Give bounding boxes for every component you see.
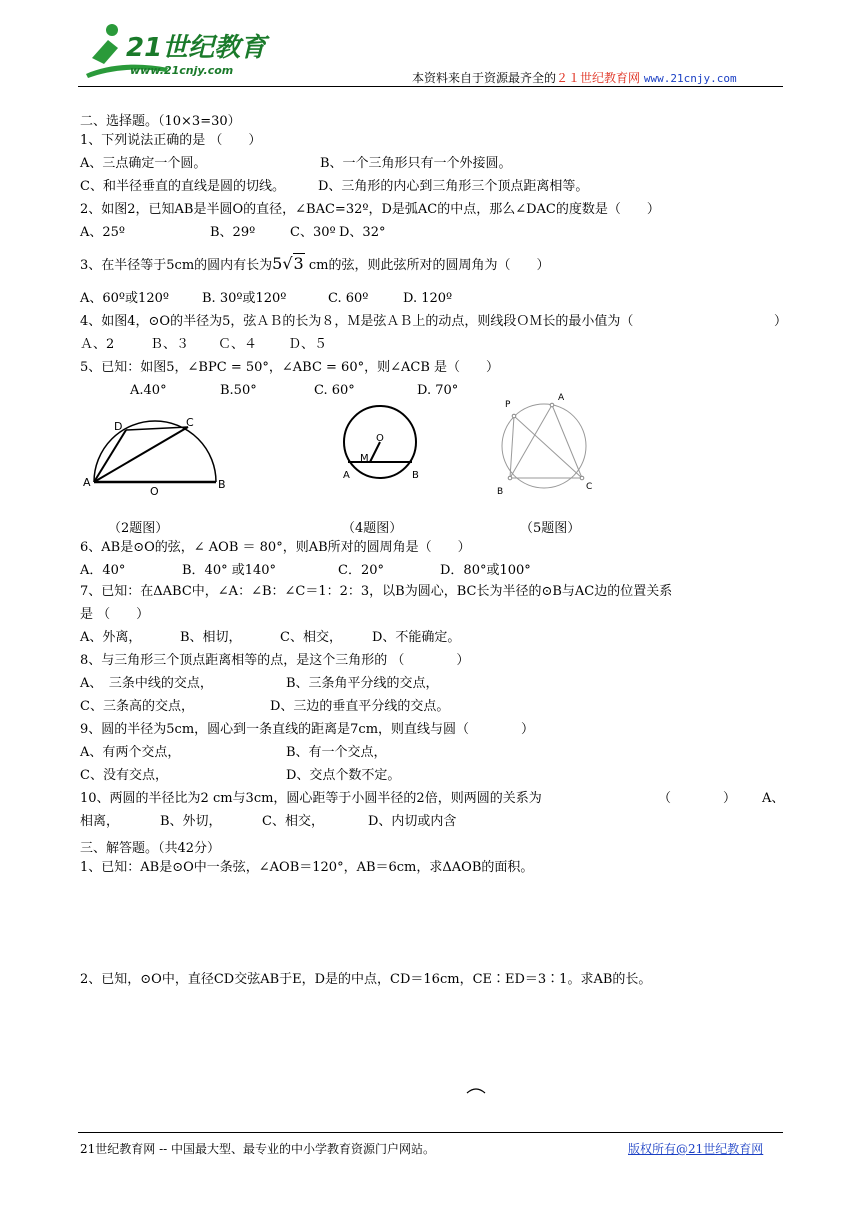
q3-radical-expression: 5√3 — [272, 254, 304, 273]
header-source-note — [412, 69, 737, 86]
fig5-point-c — [580, 476, 584, 480]
section3-title: 三、解答题。（共42分） — [80, 841, 221, 856]
fig4-label-o: O — [376, 433, 384, 444]
fig2-label-a: A — [83, 476, 91, 489]
fig5-point-b — [508, 476, 512, 480]
caption-figure-2: （2题图） — [108, 521, 169, 536]
q7-options — [80, 630, 461, 646]
fig5-label-a: A — [558, 393, 565, 403]
q10-option-b: B、外切， — [160, 814, 222, 829]
q4-options — [80, 337, 328, 353]
fig4-segment-om — [370, 442, 380, 462]
q8-option-a: A、 三条中线的交点， — [80, 676, 213, 691]
fig2-label-d: D — [114, 420, 123, 433]
fig2-chord-ac — [94, 427, 188, 482]
q3-option-c: C. 60º — [328, 291, 369, 306]
q6-option-b: B．40° 或140° — [182, 563, 277, 578]
q2-options — [80, 225, 386, 241]
caption-figure-4: （4题图） — [342, 521, 403, 536]
fig5-segment-ba — [510, 405, 552, 478]
q6-option-c: C．20° — [338, 563, 384, 578]
q2-option-a: A、25º — [80, 225, 126, 240]
q9-option-d: D、交点个数不定。 — [286, 768, 401, 783]
q4-option-b: Ｂ、３ — [150, 337, 190, 352]
q10-option-d: D、内切或内含 — [368, 814, 457, 829]
fig5-segment-pc — [514, 416, 582, 478]
q6-option-d: D．80°或100° — [440, 563, 531, 578]
q2-option-d: D、32° — [339, 225, 386, 240]
figure-2-semicircle — [80, 410, 230, 500]
caption-figure-5: （5题图） — [520, 521, 581, 536]
q7-option-b: B、相切， — [180, 630, 242, 645]
q4-close-paren: ） — [774, 314, 788, 329]
q8-option-b: B、三条角平分线的交点， — [286, 676, 439, 691]
fig5-point-a — [550, 403, 554, 407]
q8-stem: 8、与三角形三个顶点距离相等的点，是这个三角形的 （ ） — [80, 653, 470, 668]
q5-option-b: B.50° — [220, 383, 257, 398]
site-logo — [78, 18, 288, 86]
q10-options — [80, 814, 457, 830]
fig5-label-p: P — [505, 400, 511, 410]
q5-stem: 5、已知：如图5，∠BPC = 50°，∠ABC = 60°，则∠ACB 是（ ） — [80, 360, 500, 375]
q3-option-d: D. 120º — [403, 291, 453, 306]
q1-option-d: D、三角形的内心到三角形三个顶点距离相等。 — [318, 179, 589, 194]
q7-option-d: D、不能确定。 — [372, 630, 461, 645]
q1-option-a: A、三点确定一个圆。 — [80, 156, 207, 171]
q8-option-d: D、三边的垂直平分线的交点。 — [270, 699, 450, 714]
fig4-label-b: B — [412, 470, 419, 481]
q2-stem: 2、如图2，已知AB是半圆O的直径，∠BAC=32º，D是弧AC的中点，那么∠DAC的度数是（ ） — [80, 202, 660, 217]
q2-option-c: C、30º — [290, 225, 336, 240]
q1-option-b: B、一个三角形只有一个外接圆。 — [320, 156, 512, 171]
figure-5-inscribed-angles — [494, 388, 604, 500]
fig4-label-a: A — [343, 470, 350, 481]
q9-stem: 9、圆的半径为5cm，圆心到一条直线的距离是7cm，则直线与圆（ ） — [80, 722, 535, 737]
fig4-label-m: M — [360, 453, 369, 464]
q10-paren: （ ） — [658, 791, 737, 806]
footer-rule — [78, 1132, 783, 1133]
q9-option-a: A、有两个交点， — [80, 745, 181, 760]
q9-option-row-2 — [80, 768, 401, 784]
q7-stem-line-2: 是 （ ） — [80, 607, 150, 622]
figure-4-circle — [336, 398, 436, 490]
q8-option-row-2 — [80, 699, 450, 715]
q5-option-c: C. 60° — [314, 383, 355, 398]
q6-option-a: A．40° — [80, 563, 126, 578]
logo-text: 21世纪教育 — [126, 33, 267, 63]
q1-stem: 1、下列说法正确的是 （ ） — [80, 133, 262, 148]
header-url-link[interactable]: www.21cnjy.com — [643, 72, 737, 85]
q7-option-c: C、相交， — [280, 630, 342, 645]
q3-stem — [80, 256, 549, 274]
header-rule — [78, 86, 783, 87]
q10-option-a-head: A、 — [762, 791, 785, 806]
q3-option-b: B. 30º或120º — [202, 291, 287, 306]
fig2-label-o: O — [150, 485, 159, 498]
q3-stem-after: cm的弦，则此弦所对的圆周角为（ ） — [308, 258, 550, 273]
q5-option-d: D. 70° — [417, 383, 459, 398]
q4-option-a: Ａ、2 — [80, 337, 115, 352]
q10-stem-row — [80, 791, 785, 807]
q1-option-c: C、和半径垂直的直线是圆的切线。 — [80, 179, 285, 194]
q3-options — [80, 291, 453, 307]
problem-1: 1、已知：AB是⊙O中一条弦，∠AOB＝120°，AB＝6cm，求ΔAOB的面积。 — [80, 860, 534, 875]
q10-stem: 10、两圆的半径比为2 cm与3cm，圆心距等于小圆半径的2倍，则两圆的关系为 — [80, 791, 542, 806]
fig5-segment-ac — [552, 405, 582, 478]
fig5-segment-pb — [510, 416, 514, 478]
q8-option-row-1 — [80, 676, 439, 692]
q1-option-row-2 — [80, 179, 589, 195]
arc-symbol-icon — [466, 1085, 486, 1095]
header-brand: ２１世纪教育网 — [556, 71, 641, 85]
fig5-label-c: C — [586, 482, 593, 492]
q4-stem-row — [80, 314, 788, 330]
q9-option-c: C、没有交点， — [80, 768, 168, 783]
q4-option-c: Ｃ、４ — [218, 337, 258, 352]
q6-options — [80, 563, 531, 579]
q7-option-a: A、外离， — [80, 630, 142, 645]
q10-option-c: C、相交， — [262, 814, 324, 829]
q9-option-row-1 — [80, 745, 387, 761]
logo-url: www.21cnjy.com — [130, 64, 234, 77]
q7-stem-line-1: 7、已知：在ΔABC中，∠A：∠B：∠C＝1：2：3，以B为圆心，BC长为半径的⊙B与AC边的位置关系 — [80, 584, 673, 599]
fig5-label-b: B — [497, 487, 504, 497]
header-prefix: 本资料来自于资源最齐全的 — [412, 71, 557, 85]
q5-option-a: A.40° — [130, 383, 167, 398]
q3-radical-coefficient: 5 — [272, 254, 283, 273]
q10-option-a-tail: 相离， — [80, 814, 120, 829]
q3-radicand: 3 — [293, 254, 304, 273]
q6-stem: 6、AB是⊙O的弦，∠ AOB ＝ 80°，则AB所对的圆周角是（ ） — [80, 540, 471, 555]
q9-option-b: B、有一个交点， — [286, 745, 387, 760]
q4-stem: 4、如图4，⊙O的半径为5，弦ＡＢ的长为８，Ｍ是弦ＡＢ上的动点，则线段ＯＭ长的最小值为（ — [80, 314, 634, 329]
q3-option-a: A、60º或120º — [80, 291, 169, 306]
q8-option-c: C、三条高的交点， — [80, 699, 194, 714]
fig2-label-b: B — [218, 478, 226, 491]
section2-title: 二、选择题。（10×3=30） — [80, 114, 241, 129]
q4-option-d: Ｄ、５ — [288, 337, 328, 352]
fig2-chord-dc — [126, 427, 188, 430]
q2-option-b: B、29º — [210, 225, 256, 240]
fig2-label-c: C — [186, 416, 194, 429]
footer-copyright-link[interactable]: 版权所有@21世纪教育网 — [628, 1142, 764, 1156]
q3-stem-before: 3、在半径等于5cm的圆内有长为 — [80, 258, 273, 273]
problem-2: 2、已知，⊙O中，直径CD交弦AB于E，D是的中点，CD＝16cm，CE∶ED＝3∶1。求AB的长。 — [80, 972, 652, 987]
q1-option-row-1 — [80, 156, 512, 172]
fig5-point-p — [512, 414, 516, 418]
footer-tagline: 21世纪教育网 -- 中国最大型、最专业的中小学教育资源门户网站。 — [80, 1142, 436, 1156]
